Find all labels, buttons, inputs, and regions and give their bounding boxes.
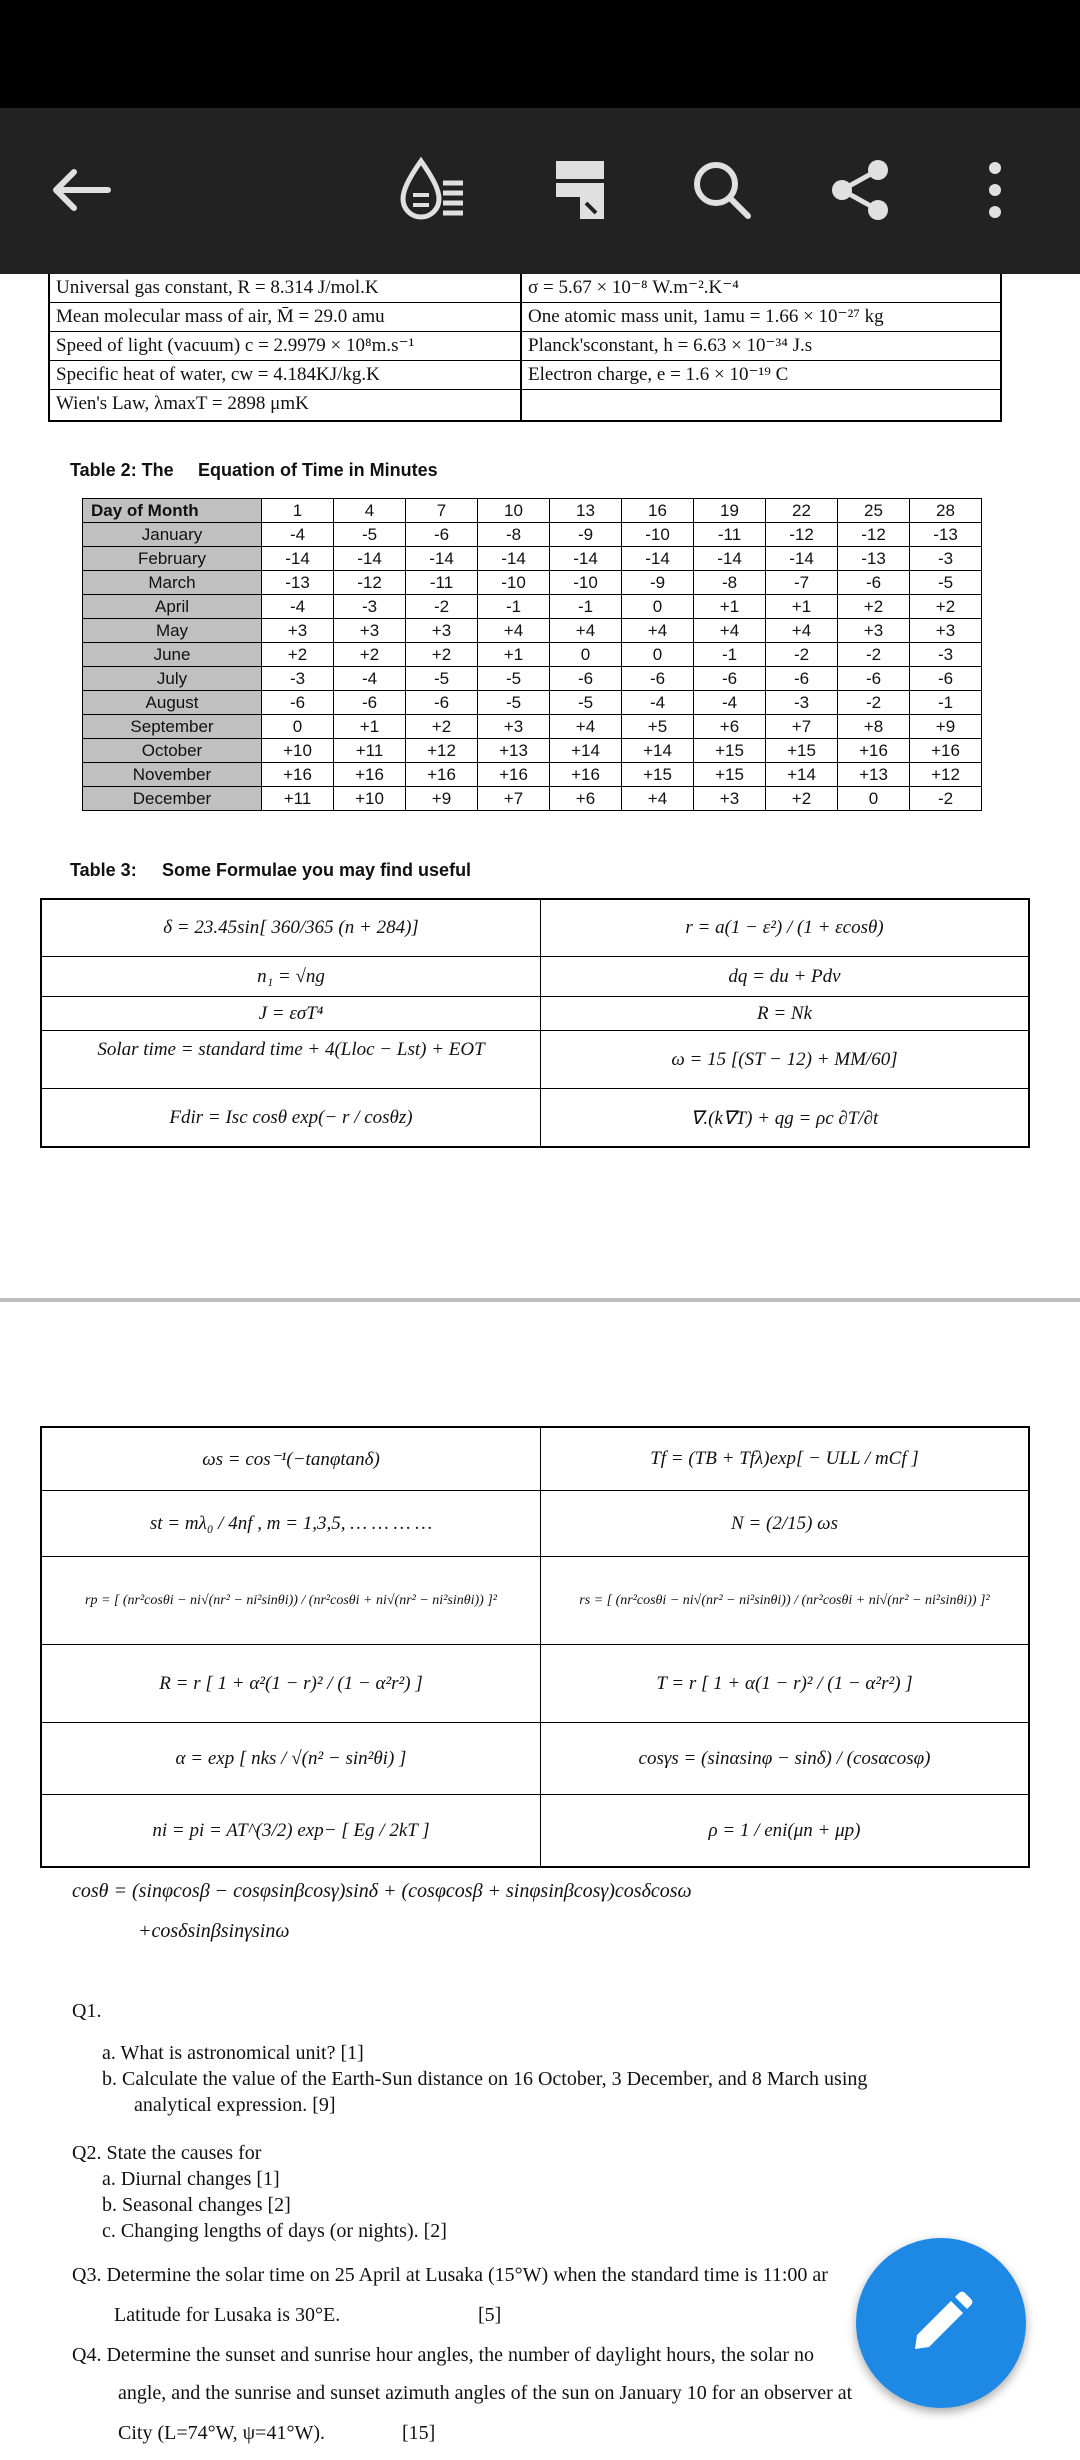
eot-value-cell: +1 xyxy=(766,595,838,619)
eot-value-cell: +16 xyxy=(910,739,982,763)
eot-value-cell: +13 xyxy=(478,739,550,763)
eot-value-cell: -5 xyxy=(910,571,982,595)
eot-value-cell: +10 xyxy=(262,739,334,763)
eot-value-cell: -5 xyxy=(334,523,406,547)
eot-value-cell: 0 xyxy=(838,787,910,811)
eot-value-cell: -13 xyxy=(262,571,334,595)
eot-value-cell: -9 xyxy=(622,571,694,595)
eot-value-cell: +15 xyxy=(622,763,694,787)
day-header-cell: 7 xyxy=(406,499,478,523)
formula-row xyxy=(42,1030,1028,1089)
eot-value-cell: +16 xyxy=(262,763,334,787)
formula-cell: ωs = cos⁻¹(−tanφtanδ) xyxy=(202,1448,380,1470)
formulae-table-1 xyxy=(40,898,1030,1148)
eot-value-cell: -6 xyxy=(406,691,478,715)
eot-value-cell: -6 xyxy=(910,667,982,691)
equation-of-time-table xyxy=(82,498,982,811)
document-page-1[interactable] xyxy=(0,274,1080,1299)
day-header-cell: 1 xyxy=(262,499,334,523)
eot-value-cell: -6 xyxy=(622,667,694,691)
eot-value-cell: -14 xyxy=(766,547,838,571)
eot-value-cell: -11 xyxy=(694,523,766,547)
formula-cell: n₁ = √ng xyxy=(257,966,325,987)
month-cell: December xyxy=(83,787,262,811)
question-4-marks: [15] xyxy=(402,2422,436,2444)
eot-value-cell: +9 xyxy=(406,787,478,811)
month-cell: September xyxy=(83,715,262,739)
question-1a: a. What is astronomical unit? [1] xyxy=(102,2042,364,2064)
formula-cell: N = (2/15) ωs xyxy=(731,1513,838,1534)
cos-theta-formula-line1: cosθ = (sinφcosβ − cosφsinβcosγ)sinδ + (cosφcosβ + sinφsinβcosγ)cosδcosω xyxy=(72,1880,692,1902)
eot-value-cell: +3 xyxy=(334,619,406,643)
status-bar xyxy=(0,0,1080,108)
eot-value-cell: 0 xyxy=(550,643,622,667)
constant-row xyxy=(522,390,1000,418)
formula-row xyxy=(42,1556,1028,1645)
day-header-cell: 10 xyxy=(478,499,550,523)
eot-value-cell: +15 xyxy=(766,739,838,763)
constants-table xyxy=(48,274,1002,422)
eot-value-cell: -2 xyxy=(766,643,838,667)
constant-row: Wien's Law, λmaxT = 2898 μmK xyxy=(56,393,309,414)
constant-row: Specific heat of water, cw = 4.184KJ/kg.K xyxy=(50,361,520,390)
eot-value-cell: +2 xyxy=(334,643,406,667)
eot-value-cell: -2 xyxy=(910,787,982,811)
month-cell: January xyxy=(83,523,262,547)
day-header-cell: 22 xyxy=(766,499,838,523)
eot-value-cell: -6 xyxy=(838,667,910,691)
formula-row xyxy=(42,1722,1028,1795)
question-2c: c. Changing lengths of days (or nights). [2] xyxy=(102,2220,447,2242)
eot-value-cell: -5 xyxy=(478,691,550,715)
formulae-table-2 xyxy=(40,1426,1030,1868)
table-row xyxy=(83,619,982,643)
eot-value-cell: -2 xyxy=(838,691,910,715)
table3-caption-title: Some Formulae you may find useful xyxy=(162,860,472,880)
document-layout-icon[interactable] xyxy=(540,150,620,230)
eot-value-cell: +3 xyxy=(694,787,766,811)
question-3-line2: Latitude for Lusaka is 30°E. xyxy=(114,2304,341,2326)
month-cell: July xyxy=(83,667,262,691)
eot-value-cell: -12 xyxy=(766,523,838,547)
eot-value-cell: -8 xyxy=(478,523,550,547)
formula-cell: rs = [ (nr²cosθi − ni√(nr² − ni²sinθi)) / (nr²cosθi + ni√(nr² − ni²sinθi)) ]² xyxy=(579,1593,990,1608)
constant-row: Mean molecular mass of air, M̄ = 29.0 amu xyxy=(50,303,520,332)
formula-row xyxy=(42,1088,1028,1147)
eot-value-cell: +4 xyxy=(766,619,838,643)
table-row xyxy=(83,547,982,571)
eot-value-cell: +4 xyxy=(694,619,766,643)
table-row xyxy=(83,571,982,595)
table-header-row xyxy=(83,499,982,523)
eot-value-cell: -6 xyxy=(262,691,334,715)
eot-value-cell: +15 xyxy=(694,763,766,787)
formula-cell: R = r [ 1 + α²(1 − r)² / (1 − α²r²) ] xyxy=(159,1673,423,1694)
month-cell: February xyxy=(83,547,262,571)
formula-cell: T = r [ 1 + α(1 − r)² / (1 − α²r²) ] xyxy=(656,1673,913,1694)
table-row xyxy=(83,739,982,763)
table-row xyxy=(83,595,982,619)
eot-value-cell: +7 xyxy=(478,787,550,811)
eot-value-cell: -5 xyxy=(406,667,478,691)
month-cell: November xyxy=(83,763,262,787)
more-options-icon[interactable] xyxy=(970,150,1020,230)
eot-value-cell: +4 xyxy=(622,787,694,811)
constants-right-column xyxy=(522,274,1000,420)
eot-value-cell: -1 xyxy=(550,595,622,619)
edit-fab-button[interactable] xyxy=(856,2238,1026,2408)
eot-value-cell: +11 xyxy=(262,787,334,811)
table-row xyxy=(83,643,982,667)
eot-value-cell: -7 xyxy=(766,571,838,595)
formula-row xyxy=(42,900,1028,956)
formula-row xyxy=(42,1794,1028,1867)
eot-value-cell: -12 xyxy=(334,571,406,595)
eot-value-cell: +14 xyxy=(766,763,838,787)
question-4-line3: City (L=74°W, ψ=41°W). xyxy=(118,2422,325,2444)
month-cell: June xyxy=(83,643,262,667)
formula-row xyxy=(42,956,1028,997)
formula-cell: st = mλ₀ / 4nf , m = 1,3,5, … … … … xyxy=(149,1513,433,1534)
eot-value-cell: +4 xyxy=(478,619,550,643)
eot-value-cell: +12 xyxy=(910,763,982,787)
table-row xyxy=(83,787,982,811)
eot-value-cell: -8 xyxy=(694,571,766,595)
month-cell: April xyxy=(83,595,262,619)
question-1b-line1: b. Calculate the value of the Earth-Sun distance on 16 October, 3 December, and 8 March using xyxy=(102,2068,868,2090)
constant-row: σ = 5.67 × 10⁻⁸ W.m⁻².K⁻⁴ xyxy=(522,274,1000,303)
eot-value-cell: -11 xyxy=(406,571,478,595)
eot-value-cell: +15 xyxy=(694,739,766,763)
eot-value-cell: -1 xyxy=(478,595,550,619)
question-2a: a. Diurnal changes [1] xyxy=(102,2168,280,2190)
eot-value-cell: +4 xyxy=(550,715,622,739)
day-header-cell: 25 xyxy=(838,499,910,523)
table-row xyxy=(83,763,982,787)
eot-value-cell: -14 xyxy=(622,547,694,571)
eot-value-cell: +1 xyxy=(334,715,406,739)
eot-value-cell: -14 xyxy=(334,547,406,571)
eot-value-cell: -3 xyxy=(910,643,982,667)
constant-row: Speed of light (vacuum) c = 2.9979 × 10⁸m.s⁻¹ xyxy=(50,332,520,361)
question-2-label: Q2. State the causes for xyxy=(72,2142,262,2164)
month-cell: October xyxy=(83,739,262,763)
table2-caption-label: Table 2: The xyxy=(70,460,174,480)
eot-value-cell: -3 xyxy=(334,595,406,619)
back-arrow-icon[interactable] xyxy=(42,150,122,230)
eot-value-cell: -4 xyxy=(694,691,766,715)
formula-cell: ω = 15 [(ST − 12) + MM/60] xyxy=(671,1049,898,1070)
formula-cell: Tf = (TB + Tfλ)exp[ − ULL / mCf ] xyxy=(650,1448,919,1469)
question-4-line2: angle, and the sunrise and sunset azimuth angles of the sun on January 10 for an observer at xyxy=(118,2382,853,2404)
formula-cell: Solar time = standard time + 4(Lloc − Lst) + EOT xyxy=(97,1039,485,1060)
eot-value-cell: -4 xyxy=(262,595,334,619)
header-label-cell: Day of Month xyxy=(83,499,262,523)
constant-row: Planck'sconstant, h = 6.63 × 10⁻³⁴ J.s xyxy=(522,332,1000,361)
eot-value-cell: +16 xyxy=(550,763,622,787)
eot-value-cell: -3 xyxy=(910,547,982,571)
eot-value-cell: -6 xyxy=(550,667,622,691)
formula-cell: J = εσT⁴ xyxy=(258,1003,324,1024)
day-header-cell: 19 xyxy=(694,499,766,523)
eot-value-cell: +3 xyxy=(838,619,910,643)
formula-cell: r = a(1 − ε²) / (1 + εcosθ) xyxy=(685,917,884,938)
eot-value-cell: +6 xyxy=(550,787,622,811)
eot-value-cell: -4 xyxy=(334,667,406,691)
eot-value-cell: 0 xyxy=(622,595,694,619)
month-cell: August xyxy=(83,691,262,715)
constants-left-column xyxy=(50,274,520,420)
eot-value-cell: -6 xyxy=(838,571,910,595)
eot-value-cell: -5 xyxy=(550,691,622,715)
formula-cell: ∇.(k∇T) + qg = ρc ∂T/∂t xyxy=(690,1107,879,1129)
eot-value-cell: +12 xyxy=(406,739,478,763)
eot-value-cell: +7 xyxy=(766,715,838,739)
eot-value-cell: +6 xyxy=(694,715,766,739)
eot-value-cell: +13 xyxy=(838,763,910,787)
question-1b-line2: analytical expression. [9] xyxy=(134,2094,336,2116)
eot-value-cell: -4 xyxy=(622,691,694,715)
formula-row xyxy=(42,1490,1028,1557)
cos-theta-formula-line2: +cosδsinβsinγsinω xyxy=(138,1920,290,1942)
question-1-label: Q1. xyxy=(72,2000,102,2022)
table3-caption-label: Table 3: xyxy=(70,860,137,880)
eot-value-cell: +9 xyxy=(910,715,982,739)
constant-row: One atomic mass unit, 1amu = 1.66 × 10⁻²⁷ kg xyxy=(522,303,1000,332)
constant-row: Electron charge, e = 1.6 × 10⁻¹⁹ C xyxy=(522,361,1000,390)
eot-value-cell: -10 xyxy=(622,523,694,547)
formula-cell: Fdir = Isc cosθ exp(− r / cosθz) xyxy=(169,1107,413,1128)
eot-value-cell: +11 xyxy=(334,739,406,763)
eot-value-cell: -2 xyxy=(406,595,478,619)
eot-value-cell: +2 xyxy=(262,643,334,667)
eot-value-cell: +5 xyxy=(622,715,694,739)
eot-value-cell: -13 xyxy=(838,547,910,571)
eot-value-cell: -6 xyxy=(766,667,838,691)
reading-mode-icon[interactable] xyxy=(392,150,472,230)
month-cell: May xyxy=(83,619,262,643)
formula-cell: dq = du + Pdv xyxy=(728,966,841,987)
eot-value-cell: +2 xyxy=(766,787,838,811)
eot-value-cell: +10 xyxy=(334,787,406,811)
question-3-marks: [5] xyxy=(478,2304,502,2326)
day-header-cell: 28 xyxy=(910,499,982,523)
eot-value-cell: -5 xyxy=(478,667,550,691)
table-row xyxy=(83,715,982,739)
eot-value-cell: +3 xyxy=(262,619,334,643)
formula-cell: α = exp [ nks / √(n² − sin²θi) ] xyxy=(175,1748,407,1769)
formula-row xyxy=(42,1644,1028,1723)
formula-cell: δ = 23.45sin[ 360/365 (n + 284)] xyxy=(163,917,419,938)
eot-value-cell: -14 xyxy=(694,547,766,571)
day-header-cell: 13 xyxy=(550,499,622,523)
eot-value-cell: -4 xyxy=(262,523,334,547)
eot-value-cell: +14 xyxy=(622,739,694,763)
formula-cell: cosγs = (sinαsinφ − sinδ) / (cosαcosφ) xyxy=(638,1748,931,1769)
eot-value-cell: -9 xyxy=(550,523,622,547)
eot-value-cell: -14 xyxy=(262,547,334,571)
eot-value-cell: -1 xyxy=(694,643,766,667)
eot-value-cell: +8 xyxy=(838,715,910,739)
formula-cell: R = Nk xyxy=(756,1003,813,1024)
eot-value-cell: -10 xyxy=(550,571,622,595)
eot-value-cell: -1 xyxy=(910,691,982,715)
formula-row xyxy=(42,996,1028,1031)
eot-value-cell: +2 xyxy=(838,595,910,619)
question-4-line1: Q4. Determine the sunset and sunrise hour angles, the number of daylight hours, the solar no xyxy=(72,2344,815,2366)
eot-value-cell: -6 xyxy=(694,667,766,691)
eot-value-cell: +2 xyxy=(910,595,982,619)
eot-value-cell: -3 xyxy=(766,691,838,715)
eot-value-cell: -12 xyxy=(838,523,910,547)
table-row xyxy=(83,691,982,715)
eot-value-cell: +1 xyxy=(694,595,766,619)
eot-value-cell: +3 xyxy=(478,715,550,739)
eot-value-cell: -14 xyxy=(478,547,550,571)
day-header-cell: 4 xyxy=(334,499,406,523)
eot-value-cell: +16 xyxy=(478,763,550,787)
eot-value-cell: -6 xyxy=(406,523,478,547)
share-icon[interactable] xyxy=(820,150,900,230)
day-header-cell: 16 xyxy=(622,499,694,523)
pencil-icon xyxy=(905,2287,977,2359)
eot-value-cell: 0 xyxy=(262,715,334,739)
search-icon[interactable] xyxy=(682,150,762,230)
eot-value-cell: -13 xyxy=(910,523,982,547)
constant-row: Universal gas constant, R = 8.314 J/mol.K xyxy=(50,274,520,303)
eot-value-cell: +3 xyxy=(910,619,982,643)
formula-row xyxy=(42,1428,1028,1490)
question-2b: b. Seasonal changes [2] xyxy=(102,2194,291,2216)
eot-value-cell: +16 xyxy=(334,763,406,787)
eot-value-cell: -14 xyxy=(550,547,622,571)
eot-value-cell: -3 xyxy=(262,667,334,691)
eot-value-cell: +14 xyxy=(550,739,622,763)
question-3-line1: Q3. Determine the solar time on 25 April at Lusaka (15°W) when the standard time is 11:00 ar xyxy=(72,2264,828,2286)
table2-caption-title: Equation of Time in Minutes xyxy=(198,460,438,480)
formula-cell: ρ = 1 / eni(μn + μp) xyxy=(708,1820,861,1841)
eot-value-cell: +1 xyxy=(478,643,550,667)
eot-value-cell: 0 xyxy=(622,643,694,667)
eot-value-cell: -14 xyxy=(406,547,478,571)
eot-value-cell: -6 xyxy=(334,691,406,715)
table-row xyxy=(83,667,982,691)
table-row xyxy=(83,523,982,547)
eot-value-cell: +3 xyxy=(406,619,478,643)
eot-value-cell: -2 xyxy=(838,643,910,667)
eot-value-cell: +4 xyxy=(550,619,622,643)
eot-value-cell: +2 xyxy=(406,715,478,739)
eot-value-cell: +2 xyxy=(406,643,478,667)
formula-cell: ni = pi = AT^(3/2) exp− [ Eg / 2kT ] xyxy=(152,1820,430,1841)
eot-value-cell: +4 xyxy=(622,619,694,643)
eot-value-cell: -10 xyxy=(478,571,550,595)
eot-value-cell: +16 xyxy=(838,739,910,763)
month-cell: March xyxy=(83,571,262,595)
formula-cell: rp = [ (nr²cosθi − ni√(nr² − ni²sinθi)) / (nr²cosθi + ni√(nr² − ni²sinθi)) ]² xyxy=(85,1593,497,1608)
eot-value-cell: +16 xyxy=(406,763,478,787)
